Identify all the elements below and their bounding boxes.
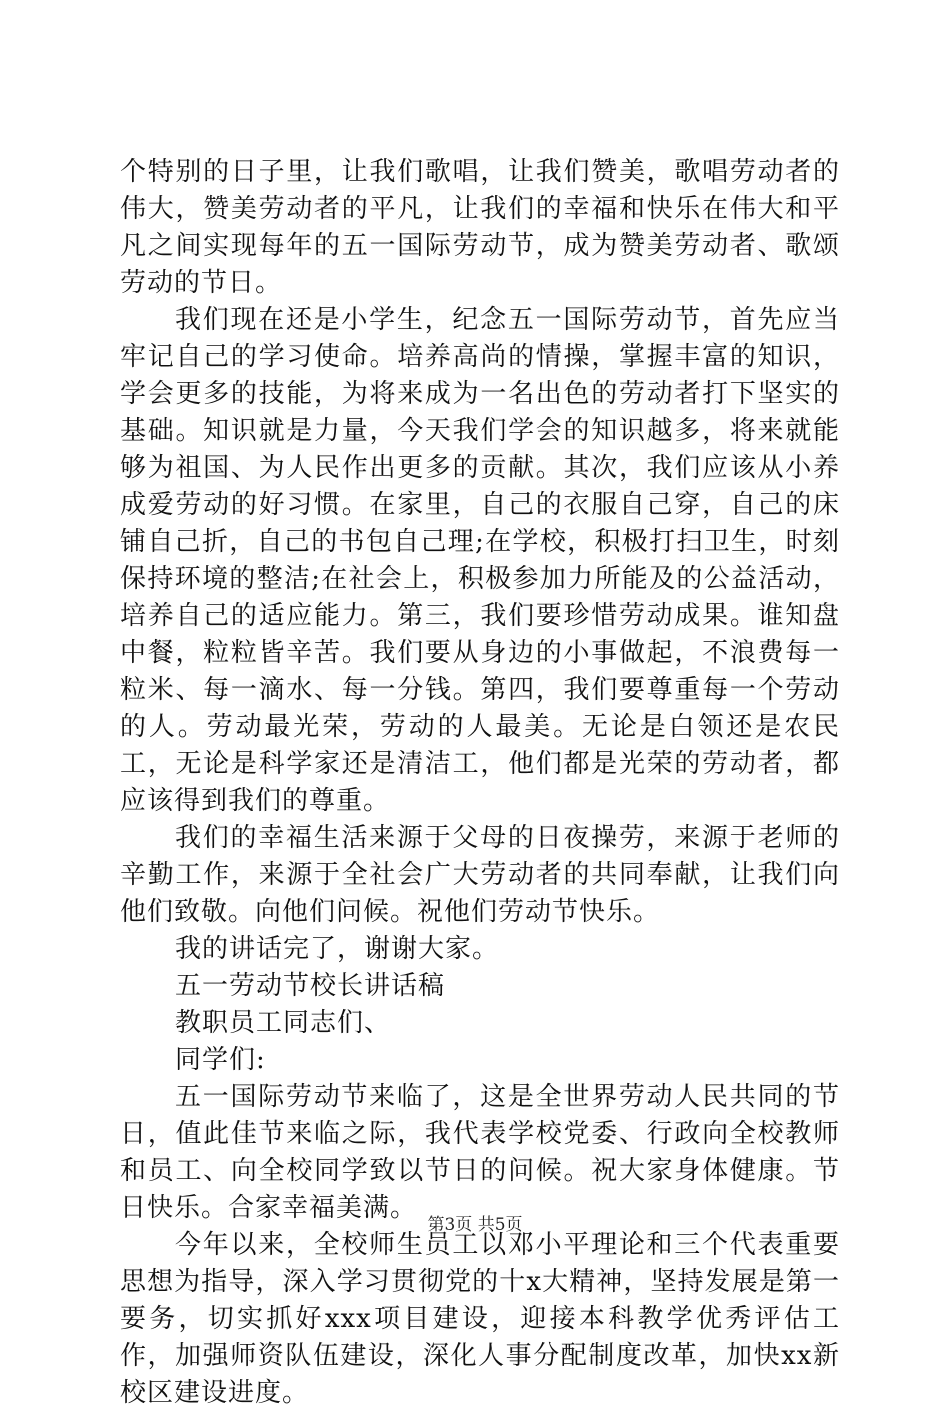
section-title: 五一劳动节校长讲话稿	[175, 971, 446, 1001]
paragraph-student-duties: 我们现在还是小学生，纪念五一国际劳动节，首先应当牢记自己的学习使命。培养高尚的情操，掌握丰富的知识，学会更多的技能，为将来成为一名出色的劳动者打下坚实的基础。知识就是力量，今天我们学会的知识越多，将来就能够为祖国、为人民作出更多的贡献。其次，我们应该从小养成爱劳动的好习惯。在家里，自己的衣服自己穿，自己的床铺自己折，自己的书包自己理;在学校，积极打扫卫生，时刻保持环境的整洁;在社会上，积极参加力所能及的公益活动，培养自己的适应能力。第三，我们要珍惜劳动成果。谁知盘中餐，粒粒皆辛苦。我们要从身边的小事做起，不浪费每一粒米、每一滴水、每一分钱。第四，我们要尊重每一个劳动的人。劳动最光荣，劳动的人最美。无论是白领还是农民工，无论是科学家还是清洁工，他们都是光荣的劳动者，都应该得到我们的尊重。	[120, 305, 840, 816]
salutation-staff: 教职员工同志们、	[175, 1008, 392, 1038]
salutation-students: 同学们:	[175, 1045, 266, 1075]
paragraph-gratitude: 我们的幸福生活来源于父母的日夜操劳，来源于老师的辛勤工作，来源于全社会广大劳动者的共同奉献，让我们向他们致敬。向他们问候。祝他们劳动节快乐。	[120, 823, 840, 927]
paragraph-achievements: 今年以来，全校师生员工以邓小平理论和三个代表重要思想为指导，深入学习贯彻党的十x大精神，坚持发展是第一要务，切实抓好xxx项目建设，迎接本科教学优秀评估工作，加强师资队伍建设，深化人事分配制度改革，加快xx新校区建设进度。	[120, 1230, 840, 1408]
paragraph-greeting: 五一国际劳动节来临了，这是全世界劳动人民共同的节日，值此佳节来临之际，我代表学校党委、行政向全校教师和员工、向全校同学致以节日的问候。祝大家身体健康。节日快乐。合家幸福美满。	[120, 1082, 840, 1223]
paragraph-continuation: 个特别的日子里，让我们歌唱，让我们赞美，歌唱劳动者的伟大，赞美劳动者的平凡，让我们的幸福和快乐在伟大和平凡之间实现每年的五一国际劳动节，成为赞美劳动者、歌颂劳动的节日。	[120, 157, 840, 298]
page-number-footer: 第3页 共5页	[427, 1215, 523, 1235]
paragraph-closing: 我的讲话完了，谢谢大家。	[175, 934, 500, 964]
